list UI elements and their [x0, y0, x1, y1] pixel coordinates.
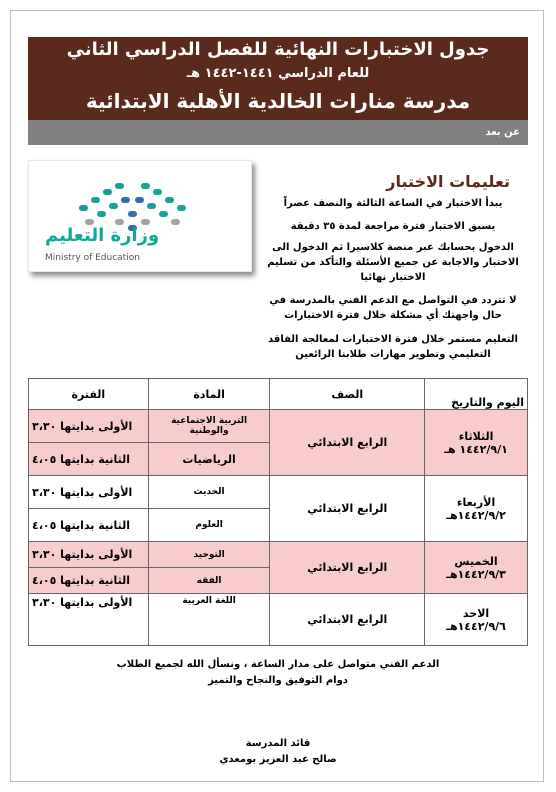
header-subject: المادة: [148, 379, 270, 410]
ministry-name-english: Ministry of Education: [45, 253, 140, 263]
period-cell: الثانية بدايتها ٤،٠٥: [29, 568, 149, 594]
grade-cell: الرابع الابتدائي: [270, 542, 425, 594]
period-cell: الأولى بدايتها ٣،٣٠: [29, 476, 149, 509]
instruction-item: الدخول بحسابك عبر منصة كلاسيرا ثم الدخول الى الاختبار والاجابة عن جميع الأسئلة والتأكد من تسليم الاختبار نهائيا: [267, 242, 519, 283]
grade-cell: الرابع الابتدائي: [270, 476, 425, 542]
period-cell: الثانية بدايتها ٤،٠٥: [29, 509, 149, 542]
header-period: الفترة: [29, 379, 149, 410]
day-date-cell: [425, 476, 528, 542]
day-name: الأربعاء: [456, 495, 496, 509]
table-row: [29, 542, 528, 568]
day-name: الخميس: [454, 554, 498, 568]
signature-title: قائد المدرسة: [245, 738, 311, 749]
instruction-item: يبدأ الاختبار في الساعة الثالثة والنصف عصراً: [283, 198, 503, 209]
table-row: [29, 594, 528, 646]
remote-label: عن بعد: [485, 127, 520, 138]
header-banner: [28, 37, 528, 120]
period-cell: الأولى بدايتها ٣،٣٠: [29, 594, 149, 646]
subject-cell: الفقه: [148, 568, 270, 594]
signature-name: صالح عبد العزيز بومعدي: [219, 754, 337, 765]
day-date-cell: [425, 542, 528, 594]
day-date-cell: [425, 410, 528, 476]
exam-date: ١٤٤٢/٩/٣هـ: [446, 567, 506, 581]
grade-cell: الرابع الابتدائي: [270, 410, 425, 476]
day-name: الاحد: [462, 606, 490, 620]
subject-cell: اللغة العربية: [148, 594, 270, 646]
subject-cell: الرياضيات: [148, 443, 270, 476]
grade-cell: الرابع الابتدائي: [270, 594, 425, 646]
support-note: الدعم الفني متواصل على مدار الساعة ، ونسأل الله لجميع الطلاب: [116, 659, 440, 670]
remote-banner: [28, 120, 528, 145]
ministry-name-arabic: وزارة التعليم: [45, 225, 160, 246]
day-name: الثلاثاء: [458, 429, 494, 443]
table-row: [29, 410, 528, 443]
subject-cell: التوحيد: [148, 542, 270, 568]
exam-date: ١٤٤٢/٩/٦هـ: [446, 619, 506, 633]
exam-date: ١٤٤٢/٩/٢هـ: [446, 508, 506, 522]
subject-cell: التربية الاجتماعية والوطنية: [148, 410, 270, 443]
exam-date: ١٤٤٢/٩/١ هـ: [444, 442, 508, 456]
instruction-item: التعليم مستمر خلال فترة الاختبارات لمعالجة الفاقد التعليمي وتطوير مهارات طلابنا الرائعين: [268, 334, 518, 360]
instruction-item: يسبق الاختبار فترة مراجعة لمدة ٣٥ دقيقة: [290, 221, 496, 232]
table-row: [29, 476, 528, 509]
page-title: جدول الاختبارات النهائية للفصل الدراسي الثاني: [66, 39, 490, 60]
school-name: مدرسة منارات الخالدية الأهلية الابتدائية: [85, 89, 471, 113]
instruction-item: لا تتردد في التواصل مع الدعم الفني بالمدرسة في حال واجهتك أي مشكلة خلال فترة الاختبارات: [269, 295, 517, 321]
period-cell: الأولى بدايتها ٣،٣٠: [29, 410, 149, 443]
subject-cell: الحديث: [148, 476, 270, 509]
exam-schedule-table: [28, 378, 528, 646]
table-header-row: [29, 379, 528, 410]
period-cell: الأولى بدايتها ٣،٣٠: [29, 542, 149, 568]
wishes-note: دوام التوفيق والنجاح والتميز: [208, 675, 348, 686]
header-day-date: اليوم والتاريخ: [425, 379, 528, 410]
subject-cell: العلوم: [148, 509, 270, 542]
header-grade: الصف: [270, 379, 425, 410]
day-date-cell: [425, 594, 528, 646]
period-cell: الثانية بدايتها ٤،٠٥: [29, 443, 149, 476]
ministry-logo: [28, 160, 252, 272]
academic-year: للعام الدراسي ١٤٤١-١٤٤٢ هـ: [186, 66, 370, 81]
instructions-title: تعليمات الاختبار: [386, 172, 510, 191]
